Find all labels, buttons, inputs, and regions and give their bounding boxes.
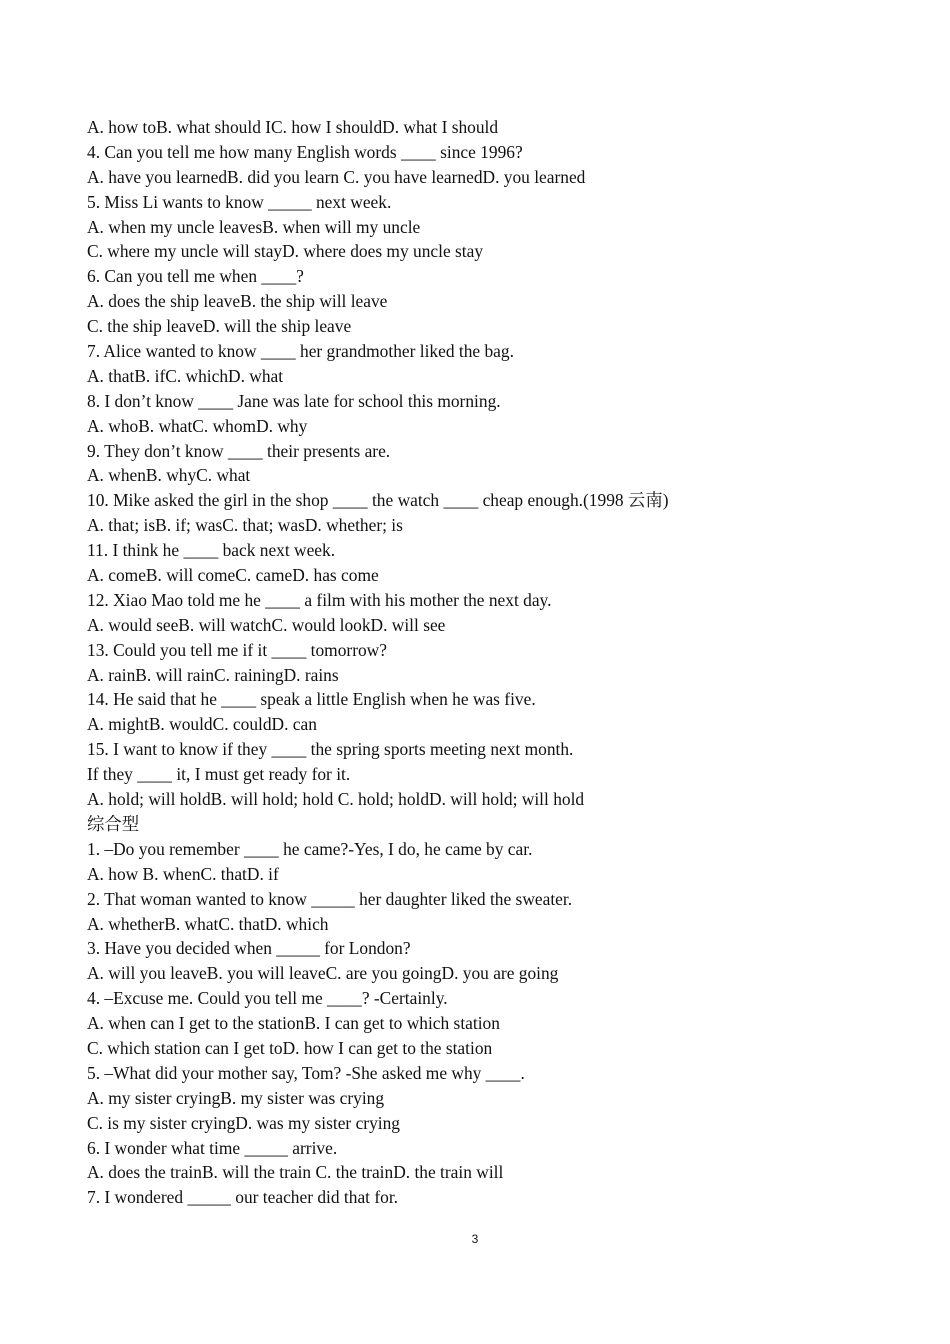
question-line: 8. I don’t know ____ Jane was late for school this morning. — [87, 390, 501, 411]
options-line: A. rainB. will rainC. rainingD. rains — [87, 664, 339, 685]
options-line: A. hold; will holdB. will hold; hold C. hold; holdD. will hold; will hold — [87, 789, 585, 810]
options-line: A. whetherB. whatC. thatD. which — [87, 913, 329, 934]
question-line: 6. Can you tell me when ____? — [87, 266, 304, 287]
question-line: 12. Xiao Mao told me he ____ a film with his mother the next day. — [87, 589, 552, 610]
options-line: A. whoB. whatC. whomD. why — [87, 415, 308, 436]
options-line: A. mightB. wouldC. couldD. can — [87, 714, 317, 735]
options-line: C. is my sister cryingD. was my sister crying — [87, 1112, 400, 1133]
options-line: A. that; isB. if; wasC. that; wasD. whether; is — [87, 515, 403, 536]
question-line: 5. Miss Li wants to know _____ next week. — [87, 191, 392, 212]
options-line: A. have you learnedB. did you learn C. you have learnedD. you learned — [87, 166, 586, 187]
question-line: 6. I wonder what time _____ arrive. — [87, 1137, 338, 1158]
question-line: 7. I wondered _____ our teacher did that for. — [87, 1187, 399, 1208]
options-line: A. my sister cryingB. my sister was crying — [87, 1087, 385, 1108]
options-line: A. how B. whenC. thatD. if — [87, 863, 279, 884]
question-line: 4. –Excuse me. Could you tell me ____? -Certainly. — [87, 988, 448, 1009]
question-line: 11. I think he ____ back next week. — [87, 540, 336, 561]
options-line: A. comeB. will comeC. cameD. has come — [87, 565, 379, 586]
question-line: 1. –Do you remember ____ he came?-Yes, I do, he came by car. — [87, 838, 533, 859]
text-line: A. how toB. what should IC. how I shouldD. what I should — [87, 117, 499, 137]
options-line: C. which station can I get toD. how I can get to the station — [87, 1037, 493, 1058]
options-line: A. whenB. whyC. what — [87, 465, 251, 486]
question-line: 15. I want to know if they ____ the spring sports meeting next month. — [87, 739, 574, 760]
options-line: C. the ship leaveD. will the ship leave — [87, 316, 352, 337]
options-line: A. does the trainB. will the train C. the trainD. the train will — [87, 1162, 504, 1183]
options-line: C. where my uncle will stayD. where does my uncle stay — [87, 241, 484, 262]
options-line: A. thatB. ifC. whichD. what — [87, 365, 284, 386]
question-line: 3. Have you decided when _____ for London? — [87, 938, 411, 959]
options-line: A. would seeB. will watchC. would lookD. will see — [87, 614, 446, 635]
options-line: A. does the ship leaveB. the ship will leave — [87, 291, 388, 312]
question-line: 14. He said that he ____ speak a little English when he was five. — [87, 689, 536, 710]
question-line: 5. –What did your mother say, Tom? -She asked me why ____. — [87, 1062, 525, 1083]
document-body — [87, 115, 887, 1210]
page-number: 3 — [471, 1232, 479, 1246]
options-line: A. when my uncle leavesB. when will my uncle — [87, 216, 421, 237]
options-line: A. when can I get to the stationB. I can get to which station — [87, 1013, 500, 1034]
question-line: 2. That woman wanted to know _____ her daughter liked the sweater. — [87, 888, 573, 909]
question-line: 9. They don’t know ____ their presents are. — [87, 440, 391, 461]
question-line: 13. Could you tell me if it ____ tomorrow? — [87, 639, 387, 660]
question-line: If they ____ it, I must get ready for it. — [87, 764, 351, 785]
question-line: 10. Mike asked the girl in the shop ____ the watch ____ cheap enough.(1998 云南) — [87, 490, 669, 511]
section-heading: 综合型 — [87, 813, 140, 834]
question-line: 7. Alice wanted to know ____ her grandmother liked the bag. — [87, 341, 514, 362]
options-line: A. will you leaveB. you will leaveC. are you goingD. you are going — [87, 963, 559, 984]
question-line: 4. Can you tell me how many English words ____ since 1996? — [87, 141, 523, 162]
